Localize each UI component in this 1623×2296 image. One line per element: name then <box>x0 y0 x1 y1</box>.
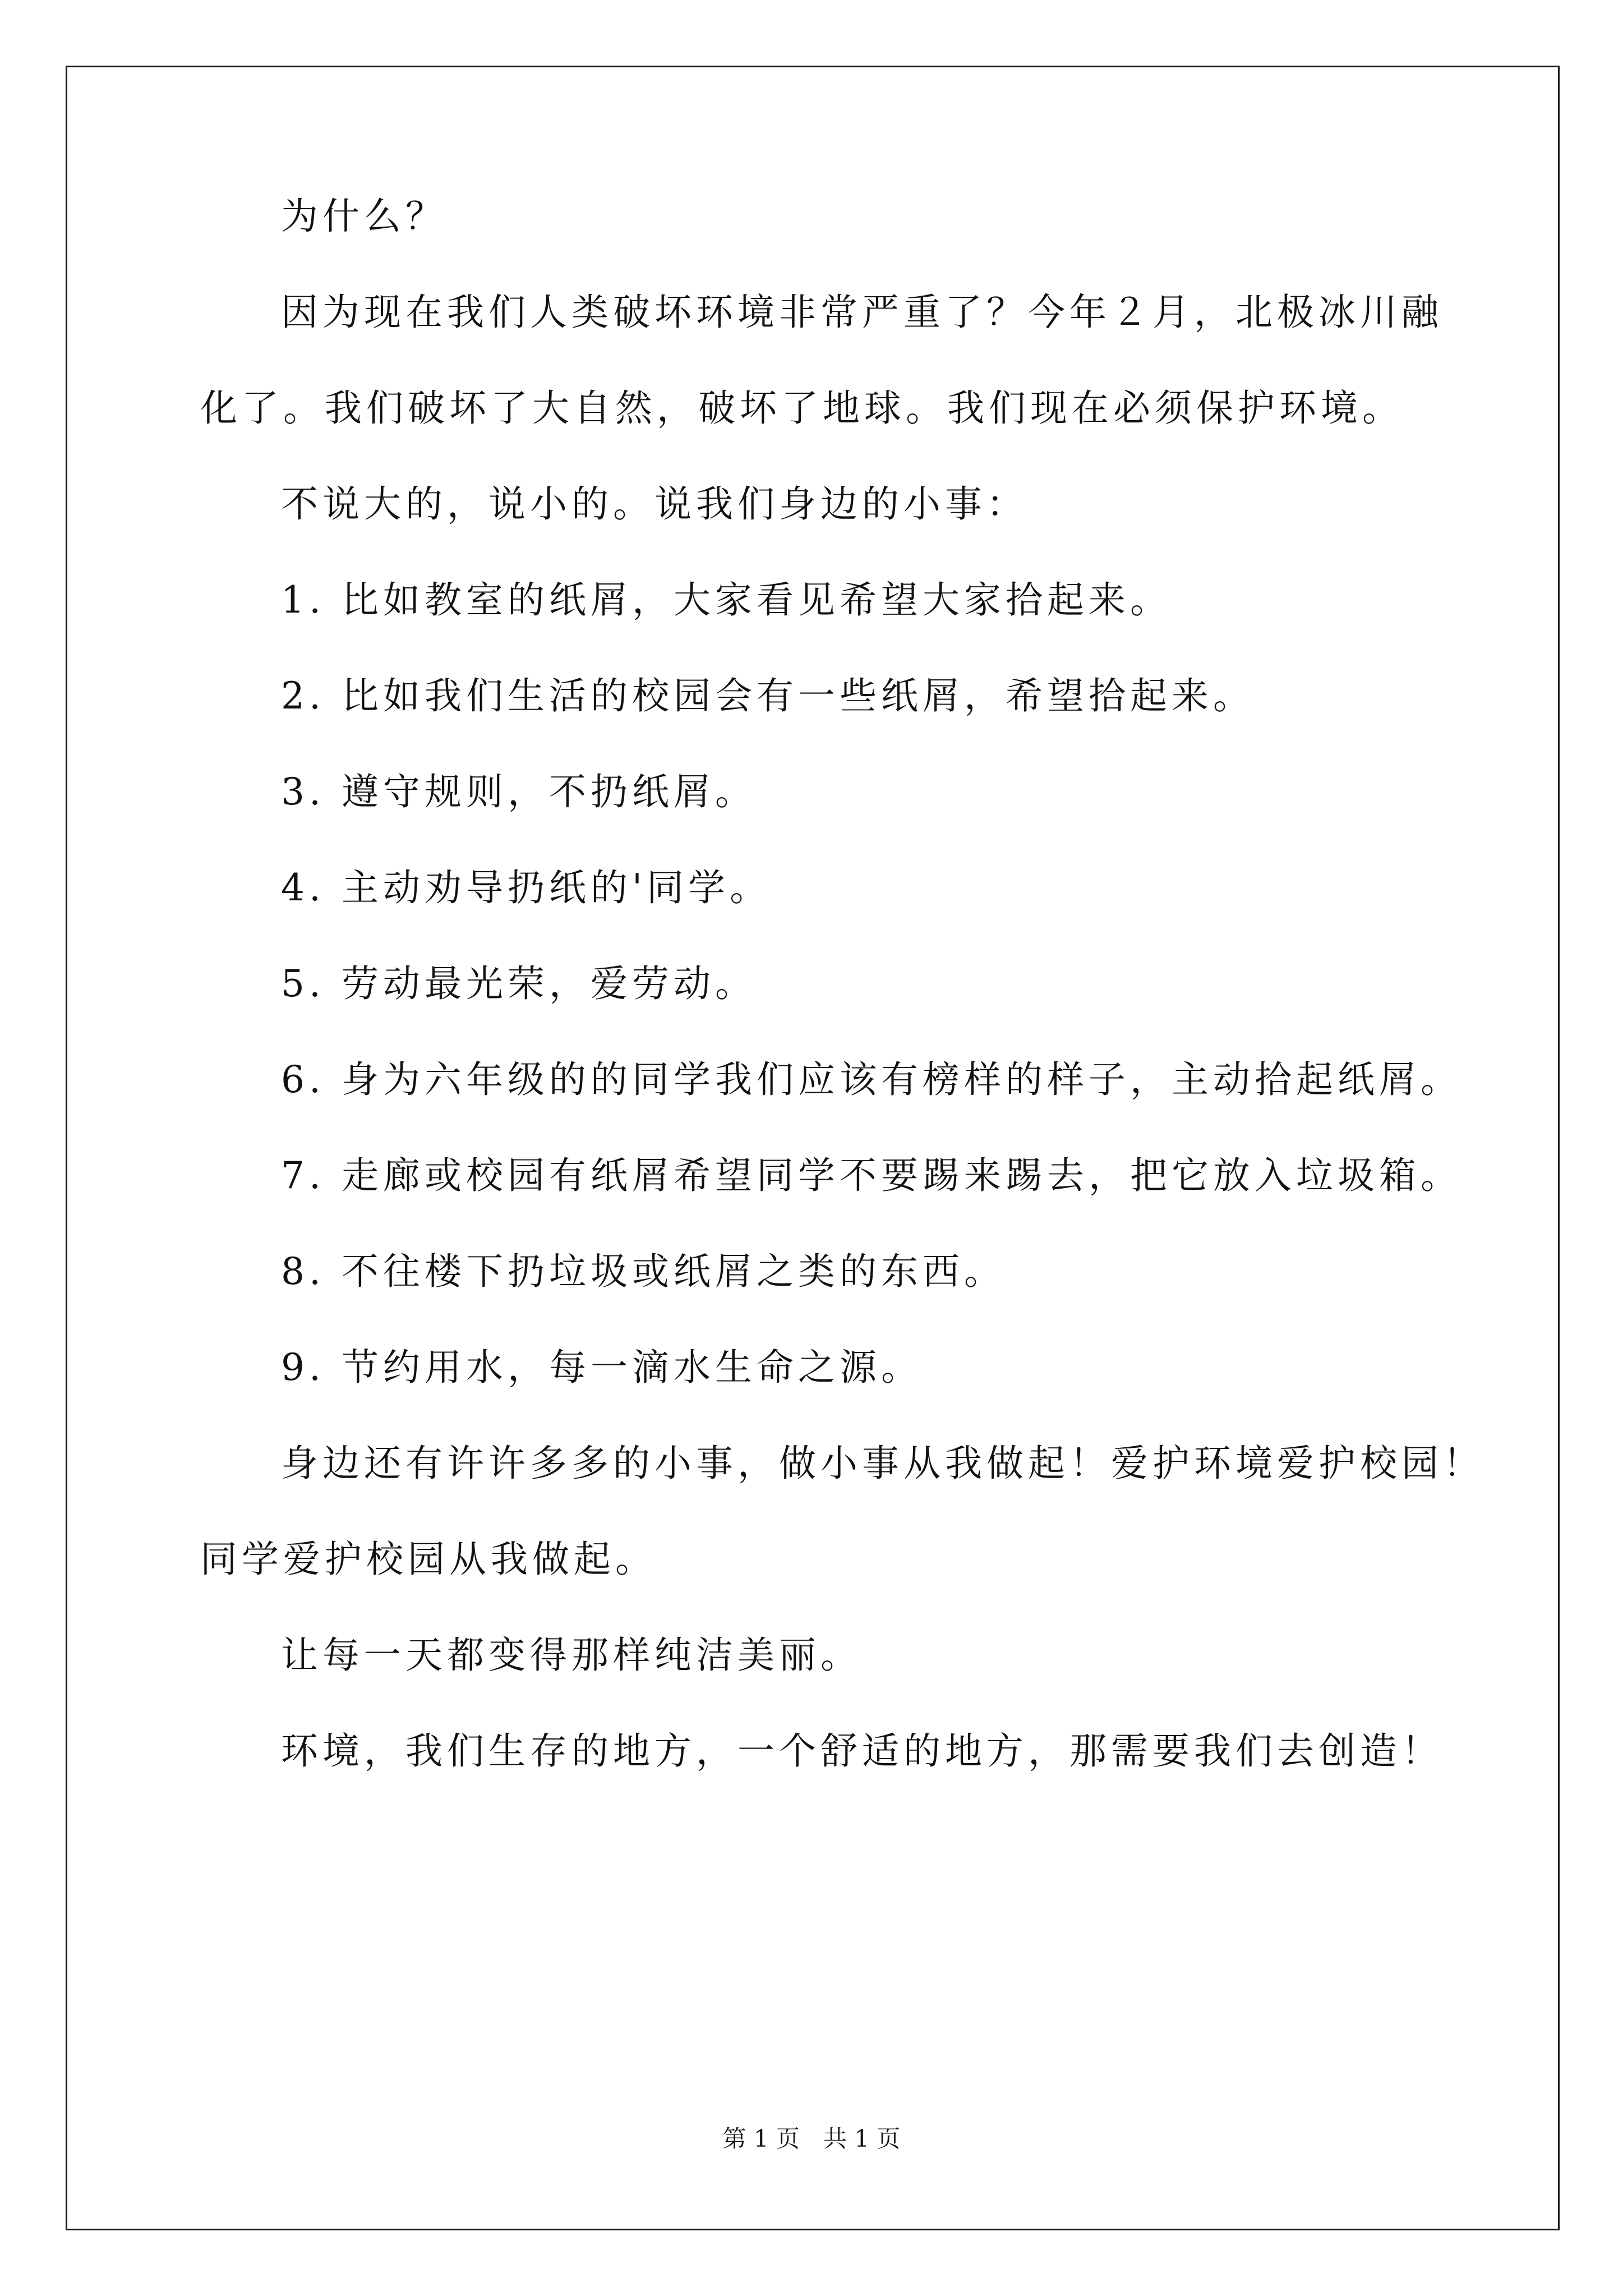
list-item-7: 7. 走廊或校园有纸屑希望同学不要踢来踢去，把它放入垃圾箱。 <box>281 1154 1462 1197</box>
list-item-9: 9. 节约用水，每一滴水生命之源。 <box>281 1346 923 1389</box>
paragraph-small-things-intro: 不说大的，说小的。说我们身边的小事： <box>281 482 1028 526</box>
document-body <box>200 168 1513 1799</box>
list-item-5: 5. 劳动最光荣，爱劳动。 <box>281 962 757 1005</box>
paragraph-pure-beautiful: 让每一天都变得那样纯洁美丽。 <box>281 1634 862 1677</box>
list-item-4: 4. 主动劝导扔纸的'同学。 <box>281 866 772 909</box>
list-item-2: 2. 比如我们生活的校园会有一些纸屑，希望拾起来。 <box>281 674 1255 717</box>
paragraph-environment-line-1: 因为现在我们人类破坏环境非常严重了？今年２月，北极冰川融 <box>281 291 1443 334</box>
list-item-3: 3. 遵守规则，不扔纸屑。 <box>281 770 757 813</box>
paragraph-start-from-me-line-1: 身边还有许许多多的小事，做小事从我做起！爱护环境爱护校园！ <box>281 1442 1484 1485</box>
list-item-6: 6. 身为六年级的的同学我们应该有榜样的样子，主动拾起纸屑。 <box>281 1058 1462 1101</box>
paragraph-closing: 环境，我们生存的地方，一个舒适的地方，那需要我们去创造！ <box>281 1729 1443 1773</box>
page-number-footer: 第 1 页 共 1 页 <box>722 2125 901 2152</box>
paragraph-environment-line-2: 化了。我们破坏了大自然，破坏了地球。我们现在必须保护环境。 <box>200 386 1404 430</box>
list-item-1: 1. 比如教室的纸屑，大家看见希望大家拾起来。 <box>281 578 1172 622</box>
paragraph-start-from-me-line-2: 同学爱护校园从我做起。 <box>200 1538 657 1581</box>
paragraph-question: 为什么？ <box>281 195 447 238</box>
list-item-8: 8. 不往楼下扔垃圾或纸屑之类的东西。 <box>281 1250 1006 1293</box>
